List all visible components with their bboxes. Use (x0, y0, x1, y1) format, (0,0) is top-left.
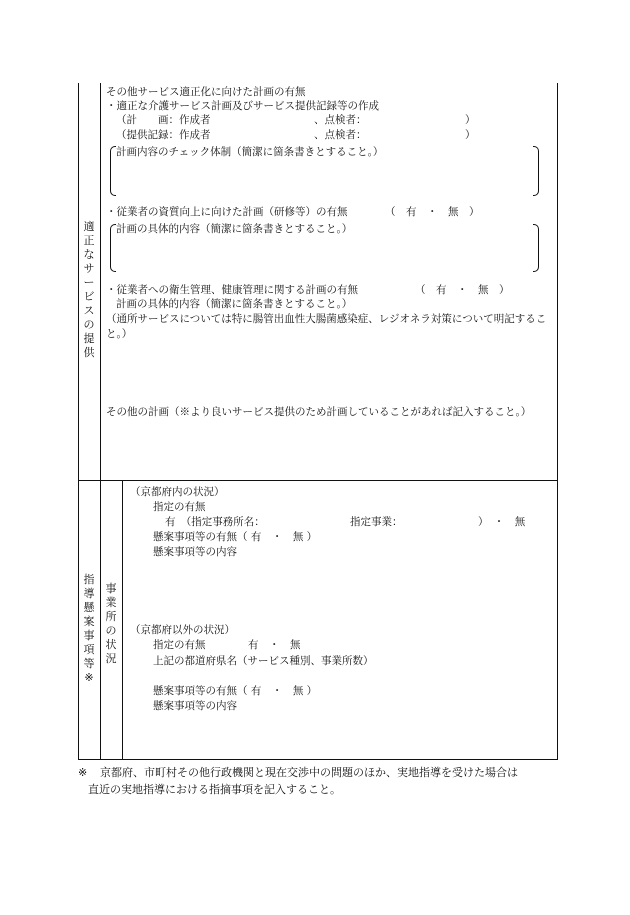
check-bracket-right (533, 146, 539, 196)
kyoto-out-heading: （京都府以外の状況） (130, 624, 235, 636)
record-checker-label: 、点検者： (314, 129, 367, 141)
section2-label-divider (100, 480, 101, 760)
office-status-label: 事 業 所 の 状 況 (105, 582, 117, 665)
other-plan-text: その他の計画（※より良いサービス提供のため計画していることがあれば記入すること。） (106, 406, 532, 418)
hygiene-options: （ 有 ・ 無 ） (415, 284, 510, 296)
training-question: ・従業者の資質向上に向けた計画（研修等）の有無 (106, 206, 348, 218)
section1-label-divider (100, 83, 101, 480)
hygiene-question: ・従業者への衛生管理、健康管理に関する計画の有無 (106, 284, 358, 296)
training-content-label: 計画の具体的内容（簡潔に箇条書きとすること。） (116, 223, 353, 235)
hygiene-note: （通所サービスについては特に腸管出血性大腸菌感染症、レジオネラ対策について明記すること。） (106, 313, 547, 340)
plan-author-label: （計 画：作成者 (116, 114, 211, 126)
pending-issues: 懸案事項等の有無（ 有 ・ 無 ） (153, 531, 318, 543)
kyoto-in-heading: （京都府内の状況） (130, 486, 225, 498)
training-bracket-right (533, 224, 539, 272)
record-author-label: （提供記録：作成者 (116, 129, 211, 141)
designation2-options: 有 ・ 無 (248, 639, 301, 651)
section1-vertical-label: 適 正 な サ ー ビ ス の 提 供 (83, 220, 95, 359)
designation-business-label: 指定事業： (350, 516, 403, 528)
designation-label: 指定の有無 (153, 501, 206, 513)
table-right-border (557, 83, 558, 760)
check-system-text: 計画内容のチェック体制（簡潔に箇条書きとすること。） (116, 146, 384, 158)
record-close-paren: ） (465, 129, 476, 141)
pending-content-2: 懸案事項等の内容 (153, 700, 237, 712)
pending-content: 懸案事項等の内容 (153, 546, 237, 558)
footnote-mark: ※ (78, 766, 88, 779)
pending-issues-2: 懸案事項等の有無（ 有 ・ 無 ） (153, 685, 318, 697)
plan-checker-label: 、点検者： (314, 114, 367, 126)
footnote-line2: 直近の実地指導における指摘事項を記入すること。 (88, 783, 341, 796)
plan-close-paren: ） (465, 114, 476, 126)
table-bottom-border (78, 759, 558, 760)
prefecture-label: 上記の都道府県名（サービス種別、事業所数） (153, 655, 374, 667)
training-options: （ 有 ・ 無 ） (385, 206, 480, 218)
care-plan-line: ・適正な介護サービス計画及びサービス提供記録等の作成 (106, 100, 379, 112)
hygiene-content-label: 計画の具体的内容（簡潔に箇条書きとすること。） (116, 298, 353, 310)
designation2-label: 指定の有無 (153, 639, 206, 651)
section1-title: その他サービス適正化に向けた計画の有無 (106, 86, 306, 98)
section2-sublabel-divider (122, 480, 123, 760)
designation-options: ） ・ 無 (478, 516, 526, 528)
section-divider (78, 480, 558, 481)
footnote-line1: 京都府、市町村その他行政機関と現在交渉中の問題のほか、実地指導を受けた場合は (100, 766, 518, 779)
section2-vertical-label: 指 導 懸 案 事 項 等 ※ (83, 573, 95, 684)
designation-office-label: 有 （指定事務所名： (165, 516, 265, 528)
table-left-border (78, 83, 79, 760)
